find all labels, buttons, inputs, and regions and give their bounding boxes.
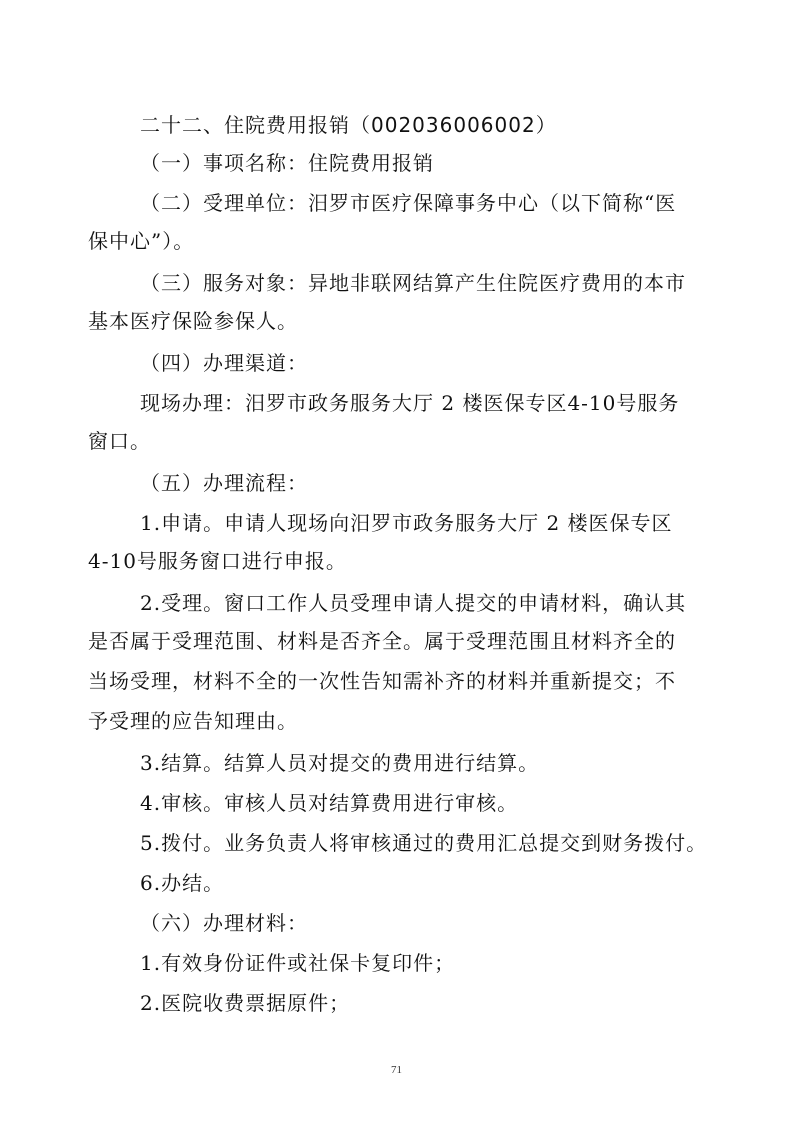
- step-6: 6.办结。: [140, 871, 225, 895]
- material-1: 1.有效身份证件或社保卡复印件；: [140, 951, 456, 975]
- materials-title: （六）办理材料：: [140, 911, 308, 935]
- step-2-line-4: 予受理的应告知理由。: [88, 709, 298, 733]
- step-5: 5.拨付。业务负责人将审核通过的费用汇总提交到财务拨付。: [140, 831, 708, 855]
- section-heading: 二十二、住院费用报销（002036006002）: [140, 113, 557, 137]
- step-1-line-2: 4-10号服务窗口进行申报。: [88, 549, 347, 573]
- service-object-line-2: 基本医疗保险参保人。: [88, 309, 298, 333]
- step-4: 4.审核。审核人员对结算费用进行审核。: [140, 791, 519, 815]
- accepting-unit-line-2: 保中心”）。: [88, 229, 195, 253]
- step-1-line-1: 1.申请。申请人现场向汨罗市政务服务大厅 2 楼医保专区: [140, 511, 673, 535]
- accepting-unit-line-1: （二）受理单位：汨罗市医疗保障事务中心（以下简称“医: [140, 191, 677, 215]
- page-number: 71: [391, 1064, 402, 1076]
- item-name: （一）事项名称：住院费用报销: [140, 151, 434, 175]
- process-title: （五）办理流程：: [140, 471, 308, 495]
- step-2-line-2: 是否属于受理范围、材料是否齐全。属于受理范围且材料齐全的: [88, 629, 676, 653]
- channels-line-1: 现场办理：汨罗市政务服务大厅 2 楼医保专区4-10号服务: [140, 391, 680, 415]
- channels-title: （四）办理渠道：: [140, 351, 308, 375]
- service-object-line-1: （三）服务对象：异地非联网结算产生住院医疗费用的本市: [140, 271, 686, 295]
- channels-line-2: 窗口。: [88, 429, 151, 453]
- material-2: 2.医院收费票据原件；: [140, 991, 351, 1015]
- step-3: 3.结算。结算人员对提交的费用进行结算。: [140, 751, 540, 775]
- step-2-line-3: 当场受理，材料不全的一次性告知需补齐的材料并重新提交；不: [88, 669, 676, 693]
- step-2-line-1: 2.受理。窗口工作人员受理申请人提交的申请材料，确认其: [140, 591, 687, 615]
